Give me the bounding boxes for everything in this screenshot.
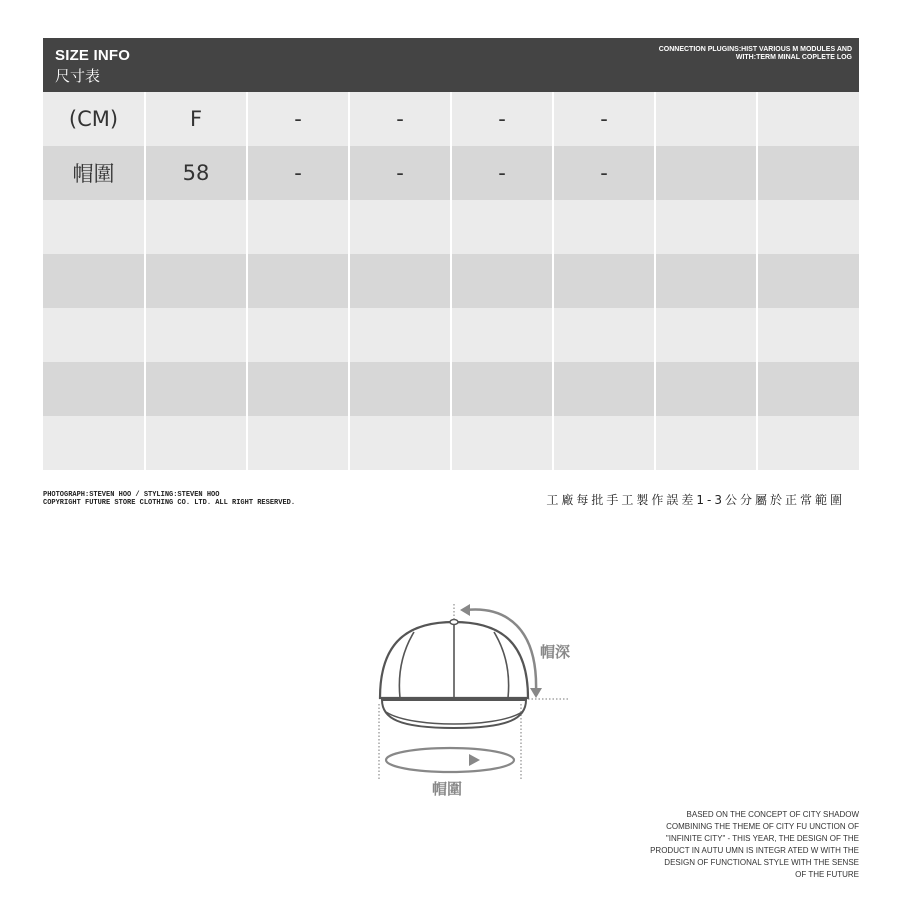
table-cell: -: [451, 146, 553, 200]
header-note-line-1: CONNECTION PLUGINS:HIST VARIOUS M MODULES AND: [658, 46, 852, 53]
table-row: [43, 416, 859, 470]
table-cell: [655, 362, 757, 416]
concept-line: COMBINING THE THEME OF CITY FU UNCTION OF: [666, 822, 859, 831]
table-cell: 58: [145, 146, 247, 200]
concept-line: OF THE FUTURE: [795, 870, 859, 879]
header-title: SIZE INFO: [55, 47, 131, 64]
table-cell: -: [247, 92, 349, 146]
table-row: [43, 200, 859, 254]
table-cell: [145, 416, 247, 470]
table-cell: -: [553, 146, 655, 200]
table-row: [43, 254, 859, 308]
table-cell: [451, 200, 553, 254]
table-cell: [247, 362, 349, 416]
table-cell: [553, 362, 655, 416]
circumference-ellipse: [386, 748, 514, 772]
table-cell: [757, 200, 859, 254]
table-row: [43, 362, 859, 416]
table-cell: [349, 416, 451, 470]
concept-line: BASED ON THE CONCEPT OF CITY SHADOW: [686, 810, 859, 819]
table-cell: [757, 254, 859, 308]
table-cell: [145, 254, 247, 308]
table-cell: [145, 362, 247, 416]
table-cell: [655, 92, 757, 146]
table-cell: -: [553, 92, 655, 146]
size-table-body: [43, 92, 859, 470]
table-cell: -: [451, 92, 553, 146]
size-table: [43, 92, 859, 470]
table-cell: [655, 416, 757, 470]
table-cell: [451, 416, 553, 470]
concept-line: DESIGN OF FUNCTIONAL STYLE WITH THE SENSE: [664, 858, 859, 867]
table-cell: [757, 416, 859, 470]
table-cell: [655, 200, 757, 254]
table-cell: [655, 254, 757, 308]
depth-label: 帽深: [540, 643, 571, 661]
table-cell: [757, 362, 859, 416]
table-row: [43, 146, 859, 200]
table-cell: [349, 362, 451, 416]
table-cell: [655, 146, 757, 200]
table-cell: [451, 254, 553, 308]
table-cell: [145, 200, 247, 254]
table-cell: 帽圍: [43, 146, 145, 200]
table-cell: [553, 308, 655, 362]
tolerance-note: 工廠每批手工製作誤差1-3公分屬於正常範圍: [546, 493, 845, 507]
table-cell: [43, 254, 145, 308]
table-cell: [145, 308, 247, 362]
header-note-line-2: WITH:TERM MINAL COPLETE LOG: [735, 54, 852, 61]
table-cell: [247, 200, 349, 254]
header-note: [552, 46, 852, 62]
table-cell: [43, 362, 145, 416]
table-cell: [553, 200, 655, 254]
credit-line-1: PHOTOGRAPH:STEVEN HOO / STYLING:STEVEN HOO: [43, 491, 220, 499]
credit-line-2: COPYRIGHT FUTURE STORE CLOTHING CO. LTD. ALL RIGHT RESERVED.: [43, 499, 296, 507]
table-cell: [553, 416, 655, 470]
table-row: [43, 92, 859, 146]
table-cell: [451, 362, 553, 416]
table-cell: [757, 146, 859, 200]
table-cell: [451, 308, 553, 362]
table-cell: [349, 308, 451, 362]
circumference-arrow-head: [469, 754, 480, 766]
table-cell: [43, 416, 145, 470]
table-cell: -: [349, 146, 451, 200]
table-cell: -: [349, 92, 451, 146]
concept-line: PRODUCT IN AUTU UMN IS INTEGR ATED W WITH THE: [650, 846, 859, 855]
table-cell: [757, 92, 859, 146]
circumference-label: 帽圍: [432, 780, 463, 798]
table-cell: [43, 200, 145, 254]
size-info-header: [43, 38, 859, 92]
table-cell: (CM): [43, 92, 145, 146]
cap-button: [450, 620, 458, 625]
table-cell: [757, 308, 859, 362]
table-cell: F: [145, 92, 247, 146]
table-cell: [349, 254, 451, 308]
table-cell: [247, 308, 349, 362]
photo-credit: [43, 491, 295, 507]
depth-arrow-head-top: [460, 604, 470, 616]
table-row: [43, 308, 859, 362]
table-cell: [349, 200, 451, 254]
table-cell: [655, 308, 757, 362]
concept-text: [559, 809, 859, 881]
concept-line: "INFINITE CITY" - THIS YEAR, THE DESIGN OF THE: [665, 834, 859, 843]
cap-measurement-diagram: [370, 600, 590, 800]
table-cell: [43, 308, 145, 362]
table-cell: [247, 416, 349, 470]
table-cell: [247, 254, 349, 308]
header-subtitle: 尺寸表: [55, 68, 101, 85]
depth-arrow-head-bottom: [530, 688, 542, 698]
table-cell: -: [247, 146, 349, 200]
table-cell: [553, 254, 655, 308]
